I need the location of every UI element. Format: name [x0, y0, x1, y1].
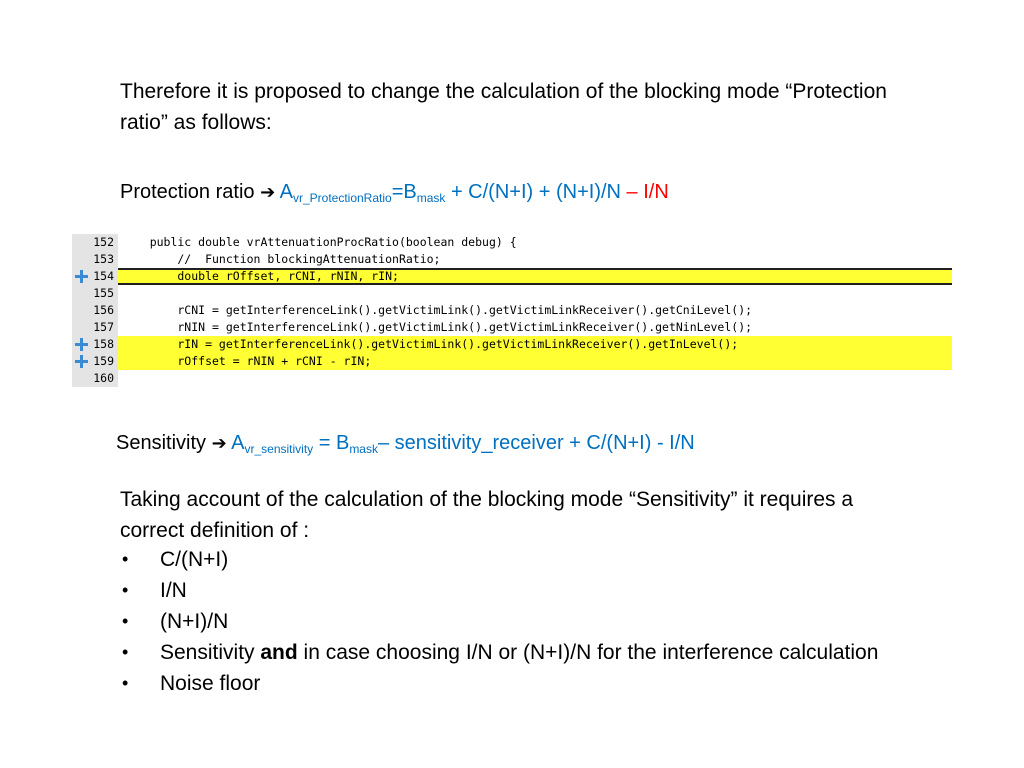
requirements-paragraph: Taking account of the calculation of the blocking mode “Sensitivity” it requires a correct definition of : [120, 488, 854, 542]
formula-terms: + C/(N+I) + (N+I)/N [445, 181, 627, 203]
formula-a-subscript: vr_sensitivity [244, 442, 314, 456]
formula-removed-term: – I/N [626, 181, 669, 203]
formula-eq-b: = B [313, 432, 350, 454]
line-number: 157 [72, 319, 118, 336]
code-text [118, 370, 952, 387]
formula-a: A [231, 432, 245, 454]
code-text: rOffset = rNIN + rCNI - rIN; [118, 353, 952, 370]
added-line-plus-icon [75, 355, 88, 368]
formula-eq-b: =B [391, 181, 417, 203]
list-item: • Sensitivity and in case choosing I/N or (N+I)/N for the interference calculation [120, 637, 880, 668]
list-item: • Noise floor [120, 668, 880, 699]
code-line [72, 285, 952, 302]
formula-b-subscript: mask [349, 442, 378, 456]
code-line [72, 370, 952, 387]
formula-b-subscript: mask [416, 191, 446, 205]
arrow-right-icon: ➔ [211, 433, 227, 454]
code-line [72, 268, 952, 285]
list-item: • (N+I)/N [120, 606, 880, 637]
code-line [72, 251, 952, 268]
code-line [72, 353, 952, 370]
line-number: 158 [72, 336, 118, 353]
line-number: 154 [72, 268, 118, 285]
formula-label: Sensitivity [116, 432, 212, 454]
sensitivity-formula [116, 429, 695, 458]
bold-and: and [260, 641, 298, 664]
formula-label: Protection ratio [120, 181, 261, 203]
added-line-plus-icon [75, 338, 88, 351]
code-line [72, 302, 952, 319]
bullet-icon: • [122, 642, 129, 662]
line-number: 152 [72, 234, 118, 251]
formula-terms: – sensitivity_receiver + C/(N+I) - I/N [377, 432, 695, 454]
list-item: • C/(N+I) [120, 544, 880, 575]
protection-ratio-formula [120, 178, 669, 207]
line-number: 160 [72, 370, 118, 387]
bullet-icon: • [122, 611, 129, 631]
bullet-icon: • [122, 673, 129, 693]
code-text: // Function blockingAttenuationRatio; [122, 252, 441, 266]
code-text [118, 285, 952, 302]
code-text: rNIN = getInterferenceLink().getVictimLink().getVictimLinkReceiver().getNinLevel(); [122, 320, 753, 334]
line-number: 153 [72, 251, 118, 268]
bullet-icon: • [122, 580, 129, 600]
code-text: rIN = getInterferenceLink().getVictimLink().getVictimLinkReceiver().getInLevel(); [118, 336, 952, 353]
code-text: rCNI = getInterferenceLink().getVictimLink().getVictimLinkReceiver().getCniLevel(); [122, 303, 753, 317]
code-line [72, 336, 952, 353]
formula-a: A [279, 181, 293, 203]
arrow-right-icon: ➔ [260, 182, 276, 203]
bullet-icon: • [122, 549, 129, 569]
line-number: 156 [72, 302, 118, 319]
line-number: 155 [72, 285, 118, 302]
formula-a-subscript: vr_ProtectionRatio [292, 191, 392, 205]
code-text: public double vrAttenuationProcRatio(boolean debug) { [122, 235, 517, 249]
code-line [72, 319, 952, 336]
code-diff-block [72, 234, 952, 384]
intro-paragraph: Therefore it is proposed to change the calculation of the blocking mode “Protection ratio” as follows: [120, 80, 887, 134]
list-item: • I/N [120, 575, 880, 606]
code-text: double rOffset, rCNI, rNIN, rIN; [118, 268, 952, 285]
requirements-list [120, 544, 880, 699]
line-number: 159 [72, 353, 118, 370]
code-line [72, 234, 952, 251]
added-line-plus-icon [75, 270, 88, 283]
